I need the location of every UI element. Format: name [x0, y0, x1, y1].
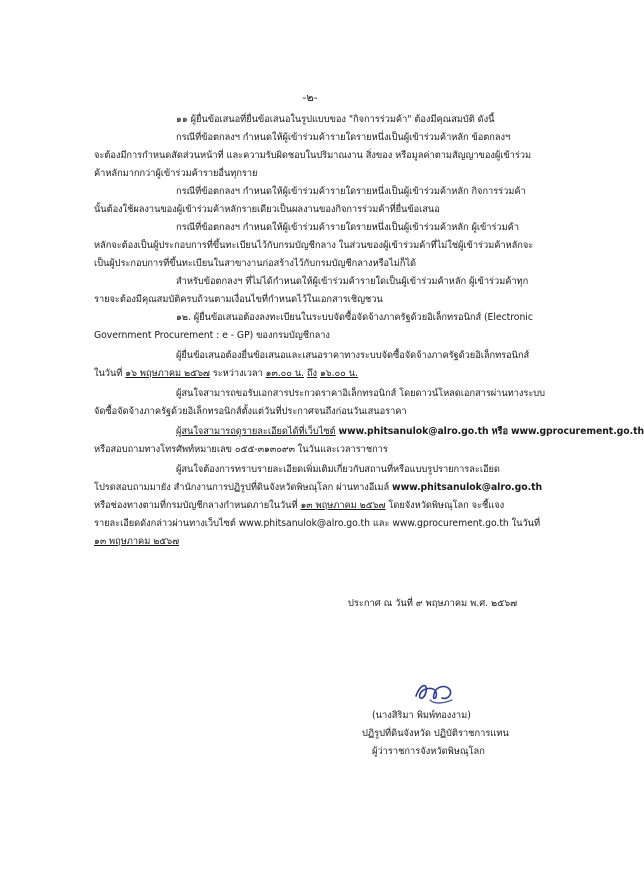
details-phone: ๐๕๕-๓๑๓๐๙๓ — [234, 444, 295, 455]
submit-time-to: ๑๖.๐๐ น. — [319, 368, 358, 379]
details-site1-link[interactable]: www.phitsanulok@alro.go.th — [338, 426, 489, 437]
download-line2: จัดซื้อจัดจ้างภาครัฐด้วยอิเล็กทรอนิกส์ตั้งแต่วันที่ประกาศจนถึงก่อนวันเสนอราคา — [94, 406, 407, 417]
section-11-heading: ๑๑ ผู้ยื่นข้อเสนอที่ยื่นข้อเสนอในรูปแบบของ "กิจการร่วมค้า" ต้องมีคุณสมบัติ ดังนี้ — [176, 114, 495, 125]
s11-p3-line1: กรณีที่ข้อตกลงฯ กำหนดให้ผู้เข้าร่วมค้ารายใดรายหนึ่งเป็นผู้เข้าร่วมค้าหลัก ผู้เข้าร่วมค้า — [176, 222, 519, 233]
s11-p1-line2: จะต้องมีการกำหนดสัดส่วนหน้าที่ และความรับผิดชอบในปริมาณงาน สิ่งของ หรือมูลค่าตามสัญญาของผู้เข้าร่วม — [94, 150, 532, 161]
submit-prefix: ในวันที่ — [94, 368, 123, 379]
page-number: -๒- — [302, 91, 318, 104]
submit-between: ระหว่างเวลา — [212, 368, 263, 379]
details-prefix: ผู้สนใจสามารถดูรายละเอียดได้ที่เว็บไซต์ — [176, 426, 336, 437]
info-contact-prefix: โปรดสอบถามมายัง สำนักงานการปฏิรูปที่ดินจังหวัดพิษณุโลก ผ่านทางอีเมล์ — [94, 482, 390, 493]
s11-p2-line2: นั้นต้องใช้ผลงานของผู้เข้าร่วมค้าหลักรายเดียวเป็นผลงานของกิจการร่วมค้าที่ยื่นข้อเสนอ — [94, 204, 440, 215]
info-line3 — [94, 500, 504, 512]
details-phone-suffix: ในวันและเวลาราชการ — [297, 444, 388, 455]
submit-date: ๑๖ พฤษภาคม ๒๕๖๗ — [125, 368, 210, 379]
info-email-link[interactable]: www.phitsanulok@alro.go.th — [392, 482, 543, 493]
s11-p3-line2: หลักจะต้องเป็นผู้ประกอบการที่ขึ้นทะเบียนไว้กับกรมบัญชีกลาง ในส่วนของผู้เข้าร่วมค้าที่ไม่ใช่ผู้เข้าร่วมค้าหลักจะ — [94, 240, 534, 251]
details-or: หรือ — [491, 426, 509, 437]
signer-title1: ปฏิรูปที่ดินจังหวัด ปฏิบัติราชการแทน — [362, 728, 509, 739]
submit-line2 — [94, 368, 358, 380]
s11-p2-line1: กรณีที่ข้อตกลงฯ กำหนดให้ผู้เข้าร่วมค้ารายใดรายหนึ่งเป็นผู้เข้าร่วมค้าหลัก กิจการร่วมค้า — [176, 186, 526, 197]
info-web-site1-link[interactable]: www.phitsanulok@alro.go.th — [238, 518, 370, 529]
signature-image — [412, 678, 456, 706]
signer-name: (นางสิริมา พิมพ์ทองงาม) — [372, 710, 471, 721]
info-line4 — [94, 518, 540, 530]
info-line2 — [94, 482, 542, 494]
info-web-and: และ — [372, 518, 390, 529]
details-line2 — [94, 444, 388, 456]
info-web-site2-link[interactable]: www.gprocurement.go.th — [392, 518, 509, 529]
info-web-prefix: รายละเอียดดังกล่าวผ่านทางเว็บไซต์ — [94, 518, 236, 529]
details-line1 — [176, 426, 644, 438]
signer-title2: ผู้ว่าราชการจังหวัดพิษณุโลก — [372, 746, 485, 757]
info-deadline-date: ๑๓ พฤษภาคม ๒๕๖๗ — [300, 500, 386, 511]
s11-p4-line1: สำหรับข้อตกลงฯ ที่ไม่ได้กำหนดให้ผู้เข้าร่วมค้ารายใดเป็นผู้เข้าร่วมค้าหลัก ผู้เข้าร่วมค้าทุก — [176, 276, 529, 287]
s11-p3-line3: เป็นผู้ประกอบการที่ขึ้นทะเบียนในสาขางานก่อสร้างไว้กับกรมบัญชีกลางหรือไม่ก็ได้ — [94, 258, 416, 269]
submit-time-from: ๑๓.๐๐ น. — [265, 368, 305, 379]
info-deadline-prefix: หรือช่องทางตามที่กรมบัญชีกลางกำหนดภายในวันที่ — [94, 500, 298, 511]
details-phone-prefix: หรือสอบถามทางโทรศัพท์หมายเลข — [94, 444, 232, 455]
s11-p1-line1: กรณีที่ข้อตกลงฯ กำหนดให้ผู้เข้าร่วมค้ารายใดรายหนึ่งเป็นผู้เข้าร่วมค้าหลัก ข้อตกลงฯ — [176, 132, 511, 143]
info-line1: ผู้สนใจต้องการทราบรายละเอียดเพิ่มเติมเกี่ยวกับสถานที่หรือแบบรูปรายการละเอียด — [176, 464, 500, 475]
submit-line1: ผู้ยื่นข้อเสนอต้องยื่นข้อเสนอและเสนอราคาทางระบบจัดซื้อจัดจ้างภาครัฐด้วยอิเล็กทรอนิกส์ — [176, 350, 530, 361]
info-deadline-suffix: โดยจังหวัดพิษณุโลก จะชี้แจง — [388, 500, 505, 511]
submit-to: ถึง — [306, 368, 318, 379]
s11-p1-line3: ค้าหลักมากกว่าผู้เข้าร่วมค้ารายอื่นทุกราย — [94, 168, 258, 179]
announcement-date: ประกาศ ณ วันที่ ๙ พฤษภาคม พ.ศ. ๒๕๖๗ — [348, 598, 518, 609]
info-web-suffix: ในวันที่ — [511, 518, 541, 529]
info-final-date: ๑๓ พฤษภาคม ๒๕๖๗ — [94, 536, 180, 547]
s11-p4-line2: รายจะต้องมีคุณสมบัติครบถ้วนตามเงื่อนไขที่กำหนดไว้ในเอกสารเชิญชวน — [94, 294, 383, 305]
details-site2-link[interactable]: www.gprocurement.go.th — [510, 426, 644, 437]
section-12-heading: ๑๒. ผู้ยื่นข้อเสนอต้องลงทะเบียนในระบบจัดซื้อจัดจ้างภาครัฐด้วยอิเล็กทรอนิกส์ (Electronic — [176, 312, 533, 323]
section-12-heading-line2: Government Procurement : e - GP) ของกรมบัญชีกลาง — [94, 330, 330, 341]
download-line1: ผู้สนใจสามารถขอรับเอกสารประกวดราคาอิเล็กทรอนิกส์ โดยดาวน์โหลดเอกสารผ่านทางระบบ — [176, 388, 545, 399]
